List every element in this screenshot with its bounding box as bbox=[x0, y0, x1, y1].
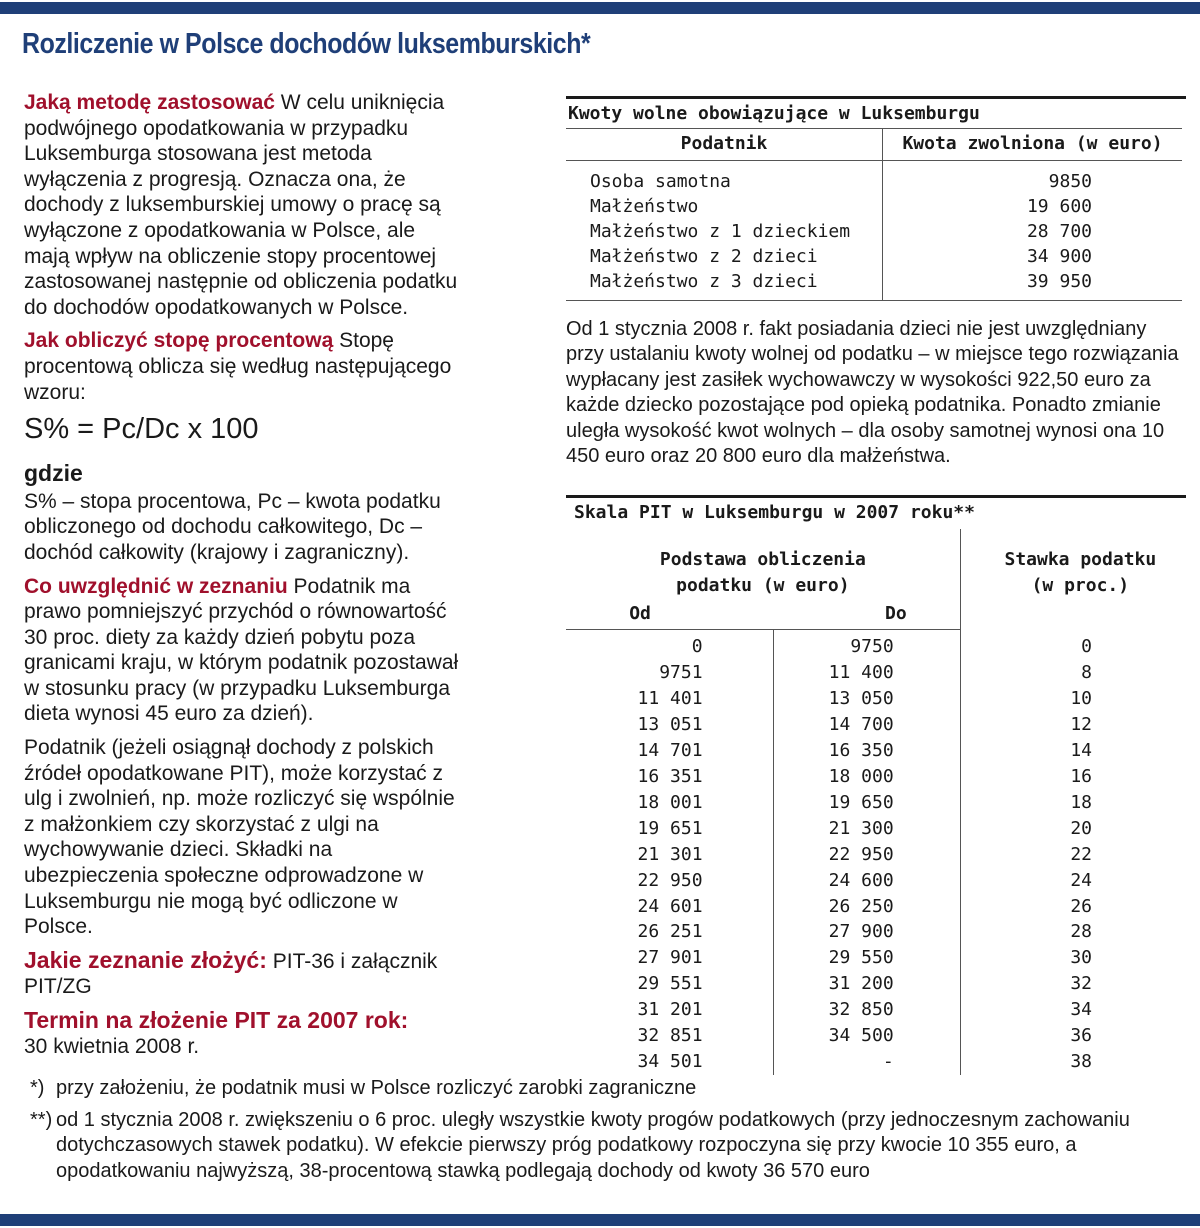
allowance-table bbox=[566, 128, 1182, 301]
allowance-value: 9850 bbox=[1048, 171, 1092, 192]
to-value: 16 350 bbox=[828, 740, 894, 762]
tax-base-header-line-1: Podstawa obliczenia bbox=[659, 549, 866, 571]
allowance-table-title: Kwoty wolne obowiązujące w Luksemburgu bbox=[566, 96, 1186, 124]
tax-scale-row bbox=[566, 971, 1200, 997]
to-header: Do bbox=[773, 600, 960, 630]
formula: S% = Pc/Dc x 100 bbox=[24, 413, 259, 446]
allowance-label: Małżeństwo bbox=[566, 194, 883, 219]
deadline-section bbox=[24, 1008, 462, 1059]
tax-rate-header bbox=[960, 529, 1200, 630]
rate-value: 28 bbox=[960, 919, 1200, 945]
rate-value: 18 bbox=[960, 790, 1200, 816]
tax-scale-row bbox=[566, 660, 1200, 686]
from-value: 31 201 bbox=[566, 997, 773, 1023]
top-rule bbox=[0, 2, 1200, 14]
to-value: 29 550 bbox=[828, 947, 894, 969]
where-label: gdzie bbox=[24, 460, 83, 487]
deadline-text: 30 kwietnia 2008 r. bbox=[24, 1034, 200, 1058]
from-value: 9751 bbox=[566, 660, 773, 686]
tax-base-header bbox=[566, 529, 960, 600]
rate-value: 26 bbox=[960, 894, 1200, 920]
allowance-row bbox=[566, 219, 1182, 244]
tax-scale-row bbox=[566, 919, 1200, 945]
from-value: 18 001 bbox=[566, 790, 773, 816]
declaration-section bbox=[24, 574, 462, 728]
allowance-row bbox=[566, 161, 1182, 195]
rate-value: 34 bbox=[960, 997, 1200, 1023]
page-title: Rozliczenie w Polsce dochodów luksemburskich* bbox=[22, 28, 591, 60]
from-value: 22 950 bbox=[566, 868, 773, 894]
rate-value: 10 bbox=[960, 686, 1200, 712]
rate-section bbox=[24, 328, 462, 405]
to-value: 34 500 bbox=[828, 1025, 894, 1047]
tax-scale-row bbox=[566, 686, 1200, 712]
left-column bbox=[24, 90, 462, 1067]
to-value: 32 850 bbox=[828, 999, 894, 1021]
tax-rate-header-line-2: (w proc.) bbox=[1031, 575, 1130, 597]
footnote-mark: **) bbox=[30, 1108, 53, 1131]
rate-value: 16 bbox=[960, 764, 1200, 790]
allowance-row bbox=[566, 194, 1182, 219]
tax-scale-row bbox=[566, 712, 1200, 738]
from-value: 16 351 bbox=[566, 764, 773, 790]
declaration-heading: Co uwzględnić w zeznaniu bbox=[24, 574, 288, 598]
from-header: Od bbox=[566, 600, 773, 630]
tax-scale-table-title: Skala PIT w Luksemburgu w 2007 roku** bbox=[566, 495, 1186, 523]
to-value: - bbox=[882, 1050, 894, 1072]
to-value: 22 950 bbox=[828, 843, 894, 865]
footnote-text: od 1 stycznia 2008 r. zwiększeniu o 6 proc. uległy wszystkie kwoty progów podatkowych (przy jednoczesnym zachowaniu dotychczasowych stawek podatku). W efekcie pierwszy próg podatkowy rozpoczyna się przy kwocie 10 355 euro, a opodatkowaniu najwyższą, 38-procentową stawką podlegają dochody od kwoty 36 570 euro bbox=[56, 1108, 1130, 1182]
to-value: 27 900 bbox=[828, 921, 894, 943]
deadline-heading: Termin na złożenie PIT za 2007 rok: bbox=[24, 1007, 409, 1033]
tax-scale-row bbox=[566, 1023, 1200, 1049]
allowance-label: Osoba samotna bbox=[566, 161, 883, 195]
method-heading: Jaką metodę zastosować bbox=[24, 91, 275, 114]
to-value: 9750 bbox=[850, 636, 894, 658]
footnotes bbox=[30, 1076, 1180, 1190]
allowance-label: Małżeństwo z 3 dzieci bbox=[566, 269, 883, 301]
rate-text: Stopę procentową oblicza się według następującego wzoru: bbox=[24, 329, 452, 404]
footnote-mark: *) bbox=[30, 1077, 45, 1099]
method-text: W celu uniknięcia podwójnego opodatkowania w przypadku Luksemburga stosowana jest metoda wyłączenia z progresją. Oznacza ona, że dochody z luksemburskiej umowy o pracę są wyłączone z opodatkowania w Polsce, ale mają wpływ na obliczenie stopy procentowej zastosowanej następnie od obliczenia podatku do dochodów opodatkowanych w Polsce. bbox=[24, 91, 458, 319]
to-value: 26 250 bbox=[828, 895, 894, 917]
rate-value: 20 bbox=[960, 816, 1200, 842]
footnote bbox=[30, 1076, 1180, 1102]
from-value: 26 251 bbox=[566, 919, 773, 945]
allowance-table-body bbox=[566, 161, 1182, 301]
allowance-col-amount: Kwota zwolniona (w euro) bbox=[883, 129, 1183, 161]
rate-value: 24 bbox=[960, 868, 1200, 894]
declaration-text: Podatnik ma prawo pomniejszyć przychód o równowartość 30 proc. diety za każdy dzień pobytu poza granicami kraju, w którym podatnik pozostawał w stosunku pracy (w przypadku Luksemburga dieta wynosi 45 euro za dzień). bbox=[24, 574, 459, 726]
tax-scale-row bbox=[566, 816, 1200, 842]
rate-value: 30 bbox=[960, 945, 1200, 971]
bottom-rule bbox=[0, 1214, 1200, 1226]
to-value: 11 400 bbox=[828, 662, 894, 684]
form-section bbox=[24, 948, 462, 1000]
tax-scale-row bbox=[566, 764, 1200, 790]
from-value: 21 301 bbox=[566, 842, 773, 868]
tax-scale-row bbox=[566, 842, 1200, 868]
rate-heading: Jak obliczyć stopę procentową bbox=[24, 329, 334, 353]
tax-scale-row bbox=[566, 894, 1200, 920]
rate-value: 14 bbox=[960, 738, 1200, 764]
declaration-text-2: Podatnik (jeżeli osiągnął dochody z polskich źródeł opodatkowane PIT), może korzystać z ulg i zwolnień, np. może rozliczyć się wspólnie z małżonkiem czy skorzystać z ulgi na wychowywanie dzieci. Składki na ubezpieczenia społeczne odprowadzone w Luksemburgu nie mogą być odliczone w Polsce. bbox=[24, 736, 455, 939]
allowance-value: 34 900 bbox=[1026, 246, 1092, 267]
from-value: 13 051 bbox=[566, 712, 773, 738]
footnote bbox=[30, 1108, 1180, 1185]
rate-value: 22 bbox=[960, 842, 1200, 868]
tax-scale-row bbox=[566, 945, 1200, 971]
rate-value: 12 bbox=[960, 712, 1200, 738]
tax-scale-row bbox=[566, 1049, 1200, 1075]
allowance-col-taxpayer: Podatnik bbox=[566, 129, 883, 161]
where-text: S% – stopa procentowa, Pc – kwota podatku obliczonego od dochodu całkowitego, Dc – dochód całkowity (krajowy i zagraniczny). bbox=[24, 489, 441, 564]
to-value: 31 200 bbox=[828, 973, 894, 995]
to-value: 24 600 bbox=[828, 869, 894, 891]
allowance-value: 28 700 bbox=[1026, 221, 1092, 242]
rate-value: 32 bbox=[960, 971, 1200, 997]
allowance-row bbox=[566, 269, 1182, 301]
from-value: 32 851 bbox=[566, 1023, 773, 1049]
right-column bbox=[566, 96, 1186, 1075]
from-value: 11 401 bbox=[566, 686, 773, 712]
rate-value: 0 bbox=[960, 630, 1200, 660]
to-value: 14 700 bbox=[828, 714, 894, 736]
tax-scale-table bbox=[566, 529, 1200, 1074]
to-value: 19 650 bbox=[828, 791, 894, 813]
method-section bbox=[24, 90, 462, 320]
from-value: 27 901 bbox=[566, 945, 773, 971]
allowance-label: Małżeństwo z 1 dzieckiem bbox=[566, 219, 883, 244]
from-value: 24 601 bbox=[566, 894, 773, 920]
from-value: 34 501 bbox=[566, 1049, 773, 1075]
tax-scale-row bbox=[566, 738, 1200, 764]
allowance-row bbox=[566, 244, 1182, 269]
from-value: 29 551 bbox=[566, 971, 773, 997]
tax-base-header-line-2: podatku (w euro) bbox=[676, 575, 850, 597]
tax-rate-header-line-1: Stawka podatku bbox=[1004, 549, 1157, 571]
allowance-value: 39 950 bbox=[883, 269, 1183, 301]
allowance-note: Od 1 stycznia 2008 r. fakt posiadania dzieci nie jest uwzględniany przy ustalaniu kwoty wolnej od podatku – w miejsce tego rozwiązania wypłacany jest zasiłek wychowawczy w wysokości 922,50 euro za każde dziecko pozostające pod opieką podatnika. Ponadto zmianie uległa wysokość kwot wolnych – dla osoby samotnej wynosi ona 10 450 euro oraz 20 800 euro dla małżeństwa. bbox=[566, 318, 1179, 468]
form-text: PIT-36 i załącznik PIT/ZG bbox=[24, 949, 438, 999]
to-value: 18 000 bbox=[828, 765, 894, 787]
rate-value: 36 bbox=[960, 1023, 1200, 1049]
tax-scale-row bbox=[566, 997, 1200, 1023]
tax-scale-table-body bbox=[566, 630, 1200, 1075]
from-value: 0 bbox=[566, 630, 773, 660]
to-value: 21 300 bbox=[828, 817, 894, 839]
rate-value: 38 bbox=[960, 1049, 1200, 1075]
tax-scale-row bbox=[566, 790, 1200, 816]
tax-scale-row bbox=[566, 868, 1200, 894]
form-heading: Jakie zeznanie złożyć: bbox=[24, 946, 267, 973]
to-value: 13 050 bbox=[828, 688, 894, 710]
allowance-value: 19 600 bbox=[1026, 196, 1092, 217]
rate-value: 8 bbox=[960, 660, 1200, 686]
tax-scale-row bbox=[566, 630, 1200, 660]
footnote-text: przy założeniu, że podatnik musi w Polsce rozliczyć zarobki zagraniczne bbox=[56, 1077, 697, 1099]
allowance-label: Małżeństwo z 2 dzieci bbox=[566, 244, 883, 269]
from-value: 14 701 bbox=[566, 738, 773, 764]
from-value: 19 651 bbox=[566, 816, 773, 842]
